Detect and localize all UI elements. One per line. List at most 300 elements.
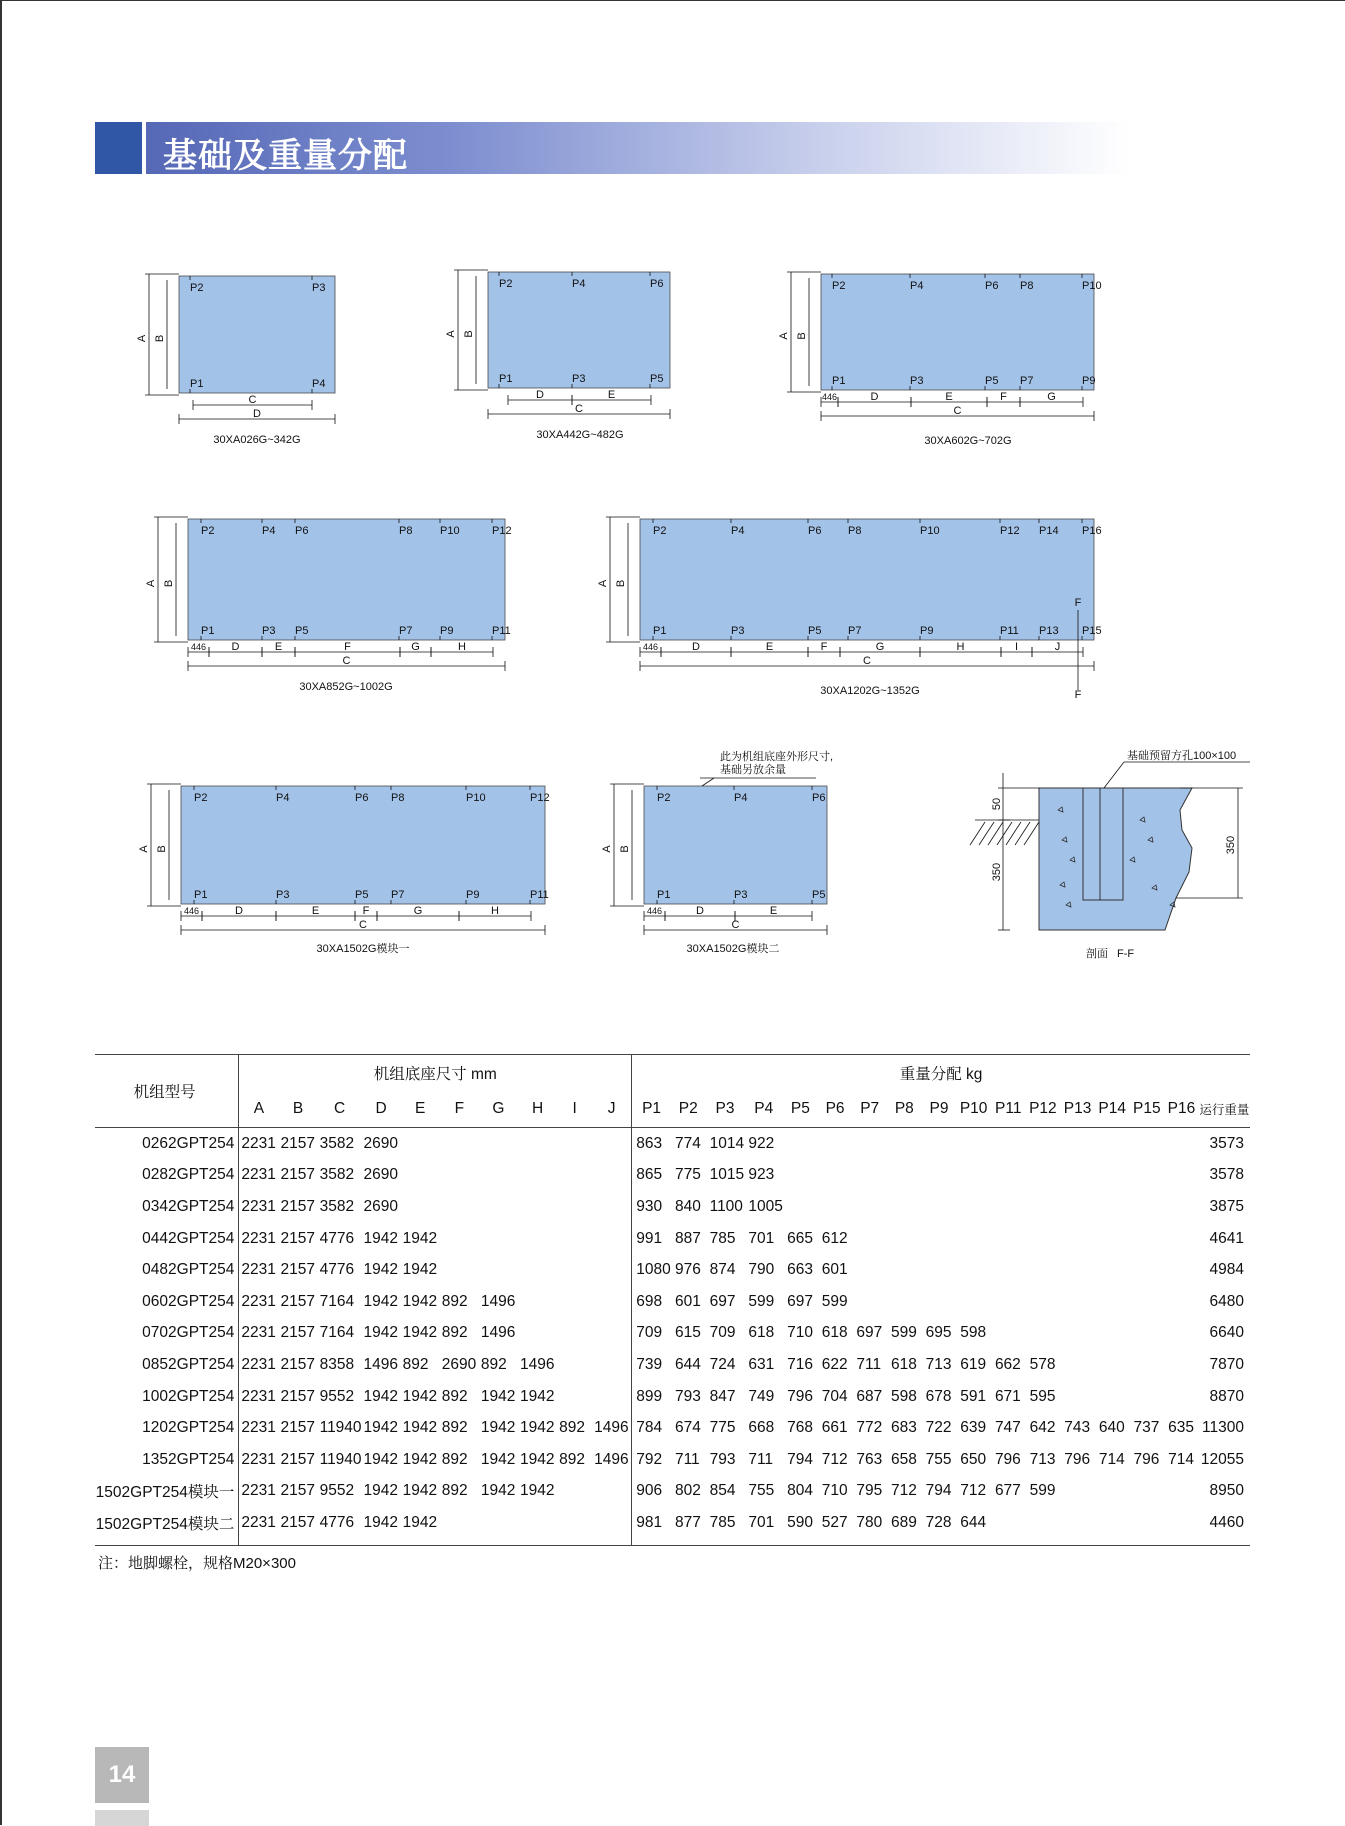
- weight-cell: 739: [636, 1355, 663, 1373]
- diagram-caption: 30XA442G~482G: [536, 429, 624, 441]
- weight-cell: [1164, 1191, 1199, 1223]
- weight-cell: 599: [1029, 1482, 1056, 1500]
- dimension-col-header: A: [239, 1091, 279, 1128]
- dimension-label: G: [411, 641, 420, 653]
- weight-cell: 622: [821, 1355, 848, 1373]
- weight-cell: 763: [856, 1450, 883, 1468]
- dimension-cell: [401, 1160, 440, 1192]
- point-label: P6: [295, 525, 309, 537]
- dimension-cell: 892: [441, 1292, 468, 1310]
- model-cell: 0262GPT254: [95, 1128, 239, 1160]
- dimension-cell: [518, 1160, 557, 1192]
- weight-cell: 618: [891, 1355, 917, 1373]
- dimension-label: C: [575, 403, 583, 415]
- dimension-cell: [440, 1160, 479, 1192]
- weight-cell: [887, 1223, 922, 1255]
- point-label: P3: [262, 625, 276, 637]
- point-label: P3: [731, 625, 745, 637]
- weight-cell: 644: [956, 1507, 991, 1545]
- dimension-label: H: [491, 905, 499, 917]
- weight-cell: [818, 1128, 853, 1160]
- point-label: P8: [848, 525, 862, 537]
- dimension-cell: 1496: [592, 1444, 632, 1476]
- dimension-cell: [557, 1507, 592, 1545]
- dimension-cell: [440, 1223, 479, 1255]
- weight-cell: 663: [787, 1261, 813, 1279]
- weight-cell: 665: [787, 1229, 813, 1247]
- unit-base-plan: [188, 519, 505, 640]
- dimension-header: 机组底座尺寸 mm: [239, 1055, 632, 1092]
- table-row: [95, 1476, 1250, 1508]
- dimension-cell: 1942: [402, 1324, 438, 1342]
- dimension-cell: 1942: [402, 1482, 438, 1500]
- dimension-cell: 2157: [280, 1419, 315, 1437]
- model-cell: 1002GPT254: [95, 1381, 239, 1413]
- weight-cell: [1130, 1254, 1165, 1286]
- weight-cell: 923: [748, 1166, 775, 1184]
- point-label: P9: [920, 625, 934, 637]
- weight-cell: 650: [960, 1450, 987, 1468]
- dimension-label: C: [953, 405, 962, 417]
- weight-cell: 774: [674, 1134, 701, 1152]
- ground-hatch: [1015, 822, 1030, 845]
- weight-cell: 1015: [709, 1166, 745, 1184]
- dimension-cell: 892: [441, 1450, 468, 1468]
- dimension-cell: 1942: [401, 1507, 440, 1545]
- diagram-caption: 30XA026G~342G: [213, 434, 301, 446]
- weight-cell: [1095, 1223, 1130, 1255]
- weight-cell: 601: [674, 1292, 701, 1310]
- dimension-cell: 8358: [319, 1355, 355, 1373]
- weight-cell: [1026, 1191, 1061, 1223]
- dimension-label: E: [607, 389, 616, 401]
- weight-cell: 710: [821, 1482, 848, 1500]
- weight-cell: 840: [674, 1197, 701, 1215]
- weight-cell: 599: [891, 1324, 917, 1342]
- weight-cell: 701: [744, 1507, 783, 1545]
- weight-cell: [887, 1128, 922, 1160]
- dimension-cell: 2231: [241, 1166, 276, 1184]
- weight-col-header: P10: [956, 1091, 991, 1128]
- dimension-label: 446: [646, 906, 663, 916]
- weight-cell: 619: [960, 1355, 987, 1373]
- dimension-label: D: [696, 905, 704, 917]
- dimension-cell: 2157: [278, 1507, 317, 1545]
- annotation-leader: [702, 778, 714, 786]
- unit-base-plan: [640, 519, 1094, 640]
- point-label: P5: [295, 625, 309, 637]
- dimension-cell: 2157: [280, 1292, 315, 1310]
- dimension-label: F: [362, 905, 370, 917]
- dimension-cell: 892: [441, 1387, 468, 1405]
- dimension-cell: 1942: [480, 1419, 516, 1437]
- dimension-label: E: [769, 905, 778, 917]
- dimension-cell: 2157: [280, 1355, 315, 1373]
- dimension-label: C: [863, 655, 871, 667]
- dimension-label: C: [342, 655, 351, 667]
- dimension-label: D: [235, 905, 243, 917]
- dimension-label: G: [1047, 391, 1056, 403]
- dimension-cell: 2231: [241, 1387, 276, 1405]
- dimension-cell: 1942: [519, 1482, 555, 1500]
- weight-cell: [991, 1128, 1026, 1160]
- weight-cell: [783, 1160, 818, 1192]
- weight-cell: 687: [856, 1387, 883, 1405]
- weight-cell: [1095, 1507, 1130, 1545]
- total-weight-cell: 8950: [1209, 1482, 1244, 1500]
- unit-base-plan: [821, 274, 1094, 390]
- weight-cell: 683: [891, 1419, 917, 1437]
- point-label: P1: [194, 889, 208, 901]
- point-label: P4: [276, 792, 290, 804]
- total-weight-cell: 8870: [1209, 1387, 1244, 1405]
- weight-cell: 618: [821, 1324, 848, 1342]
- point-label: P6: [355, 792, 369, 804]
- point-label: P3: [312, 282, 326, 294]
- weight-cell: [1164, 1254, 1199, 1286]
- weight-col-header: P12: [1026, 1091, 1061, 1128]
- weight-cell: 768: [787, 1419, 813, 1437]
- point-label: P9: [1082, 375, 1096, 387]
- weight-cell: [1130, 1286, 1165, 1318]
- dimension-a-label: A: [597, 579, 609, 588]
- dimension-cell: 1942: [402, 1419, 438, 1437]
- total-weight-cell: 4984: [1209, 1261, 1244, 1279]
- weight-cell: 711: [856, 1355, 882, 1373]
- dimension-label: D: [870, 391, 879, 403]
- dimension-cell: 1942: [363, 1450, 399, 1468]
- table-row: [95, 1128, 1250, 1160]
- dimension-label: H: [458, 641, 466, 653]
- dimension-cell: [557, 1160, 592, 1192]
- weight-cell: 595: [1029, 1387, 1056, 1405]
- weight-cell: 640: [1098, 1419, 1125, 1437]
- ground-hatch: [997, 822, 1012, 845]
- dimension-cell: 1942: [363, 1419, 399, 1437]
- weight-cell: 714: [1098, 1450, 1125, 1468]
- table-subheader-row: [95, 1091, 1250, 1128]
- model-cell: 1502GPT254模块一: [95, 1476, 239, 1508]
- weight-cell: 780: [852, 1507, 887, 1545]
- weight-cell: 785: [706, 1507, 745, 1545]
- dimension-cell: 2157: [280, 1450, 315, 1468]
- dimension-cell: 2231: [241, 1197, 276, 1215]
- weight-cell: 711: [748, 1450, 774, 1468]
- weight-col-header: P8: [887, 1091, 922, 1128]
- weight-col-header: P2: [671, 1091, 706, 1128]
- dimension-cell: 1942: [362, 1507, 401, 1545]
- weight-cell: 749: [748, 1387, 775, 1405]
- weight-cell: 598: [891, 1387, 917, 1405]
- weight-cell: 668: [748, 1419, 775, 1437]
- section-dim-label: 350: [991, 862, 1003, 882]
- weight-col-header: P9: [922, 1091, 957, 1128]
- dimension-cell: [479, 1223, 518, 1255]
- weight-cell: [1060, 1318, 1095, 1350]
- weight-cell: [991, 1507, 1026, 1545]
- dimension-cell: 2157: [280, 1482, 315, 1500]
- dimension-cell: 9552: [319, 1387, 355, 1405]
- point-label: P2: [653, 525, 667, 537]
- weight-cell: [887, 1160, 922, 1192]
- section-dim-label: 350: [1225, 835, 1237, 855]
- unit-diagram-2: [445, 270, 670, 441]
- point-label: P6: [985, 280, 999, 292]
- dimension-cell: 1496: [480, 1292, 516, 1310]
- dimension-cell: [592, 1286, 632, 1318]
- dimension-cell: 1496: [363, 1355, 399, 1373]
- weight-cell: [1164, 1223, 1199, 1255]
- dimension-label: G: [413, 905, 423, 917]
- weight-cell: 712: [821, 1450, 848, 1468]
- weight-col-header: P14: [1095, 1091, 1130, 1128]
- dimension-col-header: G: [479, 1091, 518, 1128]
- point-label: P4: [734, 792, 748, 804]
- weight-cell: [1026, 1318, 1061, 1350]
- dimension-cell: 1942: [363, 1292, 399, 1310]
- dimension-cell: 2690: [441, 1355, 477, 1373]
- model-cell: 0342GPT254: [95, 1191, 239, 1223]
- weight-cell: 1005: [748, 1197, 783, 1215]
- table-row: [95, 1412, 1250, 1444]
- dimension-label: D: [692, 641, 700, 653]
- weight-cell: [922, 1160, 957, 1192]
- dimension-cell: 2690: [363, 1134, 399, 1152]
- weight-cell: [1060, 1381, 1095, 1413]
- point-label: P7: [1020, 375, 1034, 387]
- weight-cell: 847: [709, 1387, 736, 1405]
- weight-cell: 792: [636, 1450, 663, 1468]
- weight-cell: [1130, 1318, 1165, 1350]
- unit-diagram-6: [138, 784, 550, 955]
- weight-cell: 796: [1133, 1450, 1160, 1468]
- model-cell: 1202GPT254: [95, 1412, 239, 1444]
- dimension-label: D: [231, 641, 240, 653]
- section-mark-label: F: [1074, 689, 1082, 701]
- dimension-label: G: [875, 641, 885, 653]
- weight-cell: [783, 1128, 818, 1160]
- weight-col-header: P5: [783, 1091, 818, 1128]
- dimension-b-label: B: [615, 579, 627, 588]
- dimension-cell: 1942: [402, 1229, 438, 1247]
- dimension-cell: [592, 1223, 632, 1255]
- section-dim-label: 50: [991, 797, 1003, 811]
- dimension-label: E: [945, 391, 953, 403]
- weight-cell: 981: [632, 1507, 671, 1545]
- point-label: P1: [653, 625, 667, 637]
- weight-cell: 639: [960, 1419, 987, 1437]
- weight-cell: 737: [1133, 1419, 1160, 1437]
- dimension-cell: 892: [441, 1324, 468, 1342]
- dimension-cell: 2157: [280, 1166, 315, 1184]
- point-label: P10: [466, 792, 486, 804]
- point-label: P12: [1000, 525, 1020, 537]
- weight-cell: 601: [821, 1261, 848, 1279]
- weight-cell: [1130, 1223, 1165, 1255]
- dimension-cell: [518, 1223, 557, 1255]
- total-weight-cell: 6480: [1209, 1292, 1244, 1310]
- weight-cell: 591: [960, 1387, 987, 1405]
- weight-cell: 697: [787, 1292, 813, 1310]
- weight-col-header: P7: [852, 1091, 887, 1128]
- point-label: P3: [734, 889, 748, 901]
- weight-cell: 658: [891, 1450, 917, 1468]
- dimension-cell: [518, 1191, 557, 1223]
- dimension-cell: 1942: [363, 1482, 399, 1500]
- annotation-text: 基础另放余量: [720, 764, 786, 776]
- weight-cell: [887, 1286, 922, 1318]
- weight-cell: 728: [922, 1507, 957, 1545]
- weight-cell: 713: [925, 1355, 952, 1373]
- dimension-col-header: E: [401, 1091, 440, 1128]
- weight-cell: 599: [821, 1292, 848, 1310]
- dimension-cell: [592, 1381, 632, 1413]
- dimension-cell: [440, 1191, 479, 1223]
- point-label: P1: [832, 375, 846, 387]
- weight-cell: 722: [925, 1419, 952, 1437]
- dimension-label: D: [536, 389, 544, 401]
- dimension-cell: [479, 1191, 518, 1223]
- weight-cell: 796: [994, 1450, 1021, 1468]
- model-cell: 0702GPT254: [95, 1318, 239, 1350]
- total-weight-cell: 3578: [1209, 1166, 1244, 1184]
- dimension-cell: 1496: [480, 1324, 516, 1342]
- weight-cell: [1095, 1254, 1130, 1286]
- dimension-cell: 2231: [241, 1482, 276, 1500]
- unit-diagram-4: [145, 517, 512, 693]
- point-label: P10: [1082, 280, 1102, 292]
- dimension-cell: [479, 1254, 518, 1286]
- dimension-cell: [557, 1381, 592, 1413]
- table-row: [95, 1381, 1250, 1413]
- dimension-cell: 2157: [280, 1134, 315, 1152]
- dimension-cell: 2231: [241, 1229, 276, 1247]
- weight-cell: 578: [1029, 1355, 1056, 1373]
- point-label: P2: [832, 280, 846, 292]
- weight-cell: 612: [821, 1229, 848, 1247]
- weight-cell: 874: [709, 1261, 736, 1279]
- ground-hatch: [1024, 822, 1039, 845]
- point-label: P4: [910, 280, 924, 292]
- weight-cell: 527: [818, 1507, 853, 1545]
- weight-cell: 631: [748, 1355, 775, 1373]
- dimension-cell: 1942: [363, 1324, 399, 1342]
- point-label: P4: [312, 378, 326, 390]
- table-row: [95, 1286, 1250, 1318]
- weight-cell: [852, 1223, 887, 1255]
- model-cell: 0852GPT254: [95, 1349, 239, 1381]
- weight-cell: [922, 1223, 957, 1255]
- weight-cell: [1095, 1286, 1130, 1318]
- dimension-b-label: B: [156, 845, 168, 853]
- dimension-cell: [592, 1128, 632, 1160]
- dimension-b-label: B: [463, 330, 475, 338]
- weight-cell: 863: [636, 1134, 663, 1152]
- dimension-col-header: D: [362, 1091, 401, 1128]
- weight-cell: [1095, 1318, 1130, 1350]
- table-row: [95, 1507, 1250, 1545]
- dimension-cell: 7164: [319, 1324, 355, 1342]
- weight-cell: 976: [674, 1261, 701, 1279]
- weight-cell: [1060, 1191, 1095, 1223]
- dimension-cell: [592, 1254, 632, 1286]
- weight-cell: 615: [674, 1324, 701, 1342]
- weight-cell: 775: [709, 1419, 736, 1437]
- dimension-a-label: A: [145, 579, 157, 588]
- dimension-label: 446: [642, 642, 659, 652]
- weight-cell: [1164, 1160, 1199, 1192]
- weight-cell: 716: [787, 1355, 813, 1373]
- annotation-text: 此为机组底座外形尺寸,: [720, 751, 834, 763]
- weight-cell: [922, 1128, 957, 1160]
- dimension-cell: [557, 1128, 592, 1160]
- dimension-label: E: [765, 641, 774, 653]
- point-label: P15: [1082, 625, 1102, 637]
- weight-cell: [991, 1254, 1026, 1286]
- weight-cell: [783, 1191, 818, 1223]
- weight-cell: [1164, 1381, 1199, 1413]
- dimension-cell: 9552: [319, 1482, 355, 1500]
- weight-col-header: P15: [1130, 1091, 1165, 1128]
- weight-cell: [991, 1318, 1026, 1350]
- weight-cell: [1060, 1160, 1095, 1192]
- point-label: P7: [848, 625, 862, 637]
- weight-col-header: P6: [818, 1091, 853, 1128]
- weight-cell: 724: [709, 1355, 736, 1373]
- weight-cell: 906: [636, 1482, 663, 1500]
- point-label: P1: [657, 889, 671, 901]
- section-caption: 剖面: [1086, 948, 1108, 960]
- diagram-caption: 30XA1502G模块二: [686, 943, 780, 955]
- point-label: P7: [399, 625, 413, 637]
- table-row: [95, 1349, 1250, 1381]
- dimension-cell: 4776: [319, 1261, 355, 1279]
- dimension-cell: [557, 1318, 592, 1350]
- weight-cell: [1060, 1507, 1095, 1545]
- dimension-cell: 4776: [318, 1507, 362, 1545]
- dimension-cell: 892: [559, 1450, 585, 1468]
- dimension-cell: 11940: [319, 1450, 362, 1468]
- unit-diagram-5: [597, 517, 1102, 701]
- weight-col-header: P3: [706, 1091, 745, 1128]
- dimension-b-label: B: [619, 845, 631, 853]
- dimension-cell: 1942: [402, 1261, 438, 1279]
- weight-cell: 642: [1029, 1419, 1056, 1437]
- weight-cell: [956, 1223, 991, 1255]
- dimension-cell: [592, 1160, 632, 1192]
- dimension-cell: [479, 1128, 518, 1160]
- dimension-label: I: [1014, 641, 1019, 653]
- weight-cell: [1130, 1507, 1165, 1545]
- dimension-cell: [557, 1349, 592, 1381]
- weight-cell: 785: [709, 1229, 736, 1247]
- total-weight-cell: 3573: [1209, 1134, 1244, 1152]
- dimension-cell: [479, 1507, 518, 1545]
- weight-cell: [1164, 1476, 1199, 1508]
- diagram-caption: 30XA852G~1002G: [299, 681, 393, 693]
- point-label: P5: [812, 889, 826, 901]
- weight-cell: 854: [709, 1482, 736, 1500]
- dimension-cell: 2231: [241, 1450, 276, 1468]
- dimension-cell: [518, 1254, 557, 1286]
- weight-col-header: P4: [744, 1091, 783, 1128]
- point-label: P6: [650, 278, 664, 290]
- point-label: P3: [910, 375, 924, 387]
- weight-cell: 689: [887, 1507, 922, 1545]
- total-weight-cell: 3875: [1209, 1197, 1244, 1215]
- dimension-cell: [440, 1254, 479, 1286]
- dimension-cell: [440, 1128, 479, 1160]
